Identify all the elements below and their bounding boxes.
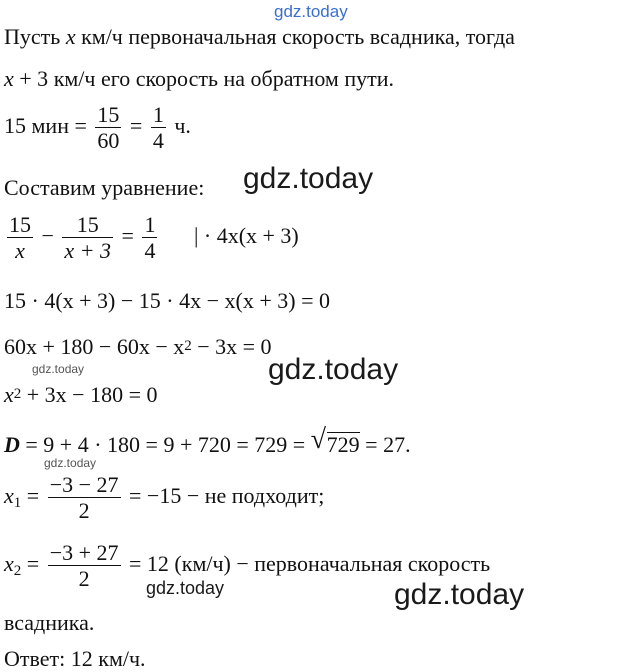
line-3: 15 мин = $\frac{15}{60}$ = $\frac{1}{4}$ ч.	[4, 102, 191, 153]
fraction-x1: $\frac{-3 - 27}{2}$	[49, 472, 119, 523]
line-2: x + 3 км/ч его скорость на обратном пути.	[4, 66, 394, 91]
fraction-x2: $\frac{-3 + 27}{2}$	[49, 540, 119, 591]
line-7: $60x + 180 - 60x - x^2 - 3x = 0$	[4, 334, 272, 359]
line-5: $\frac{15}{x}$ − $\frac{15}{x + 3}$ = $\frac{1}{4}$ | · 4x(x + 3)	[9, 212, 299, 263]
watermark-small-1: gdz.today	[32, 362, 85, 376]
line-9: D = 9 + 4 · 180 = 9 + 720 = 729 = √ 729 = 27.	[4, 424, 411, 457]
line-8: $x^2 + 3x - 180 = 0$	[4, 382, 158, 407]
watermark-4: gdz.today	[394, 578, 525, 611]
watermark-small-2: gdz.today	[44, 456, 97, 470]
fraction-15-x: $\frac{15}{x}$	[9, 212, 31, 263]
fraction-15-x-plus-3: $\frac{15}{x + 3}$	[64, 212, 112, 263]
line-11: $x_2$ = $\frac{-3 + 27}{2}$ = 12 (км/ч) − первоначальная скорость	[4, 540, 491, 591]
line-10: $x_1$ = $\frac{-3 - 27}{2}$ = −15 − не подходит;	[4, 472, 325, 523]
watermark-top: gdz.today	[274, 2, 348, 21]
line-1: Пусть x км/ч первоначальная скорость всадника, тогда	[4, 24, 515, 49]
fraction-1-4: $\frac{1}{4}$	[152, 102, 164, 153]
line-6: 15 · 4(x + 3) − 15 · 4x − x(x + 3) = 0	[4, 288, 330, 313]
line-4: Составим уравнение:	[4, 175, 205, 200]
square-root: √ 729	[310, 424, 360, 457]
watermark-2: gdz.today	[268, 353, 399, 386]
watermark-3: gdz.today	[146, 578, 225, 598]
fraction-1-4b: $\frac{1}{4}$	[144, 212, 156, 263]
line-12: всадника.	[4, 610, 95, 635]
watermark-1: gdz.today	[243, 162, 374, 195]
line-13-answer: Ответ: 12 км/ч.	[4, 646, 146, 671]
fraction-15-60: $\frac{15}{60}$	[97, 102, 120, 153]
